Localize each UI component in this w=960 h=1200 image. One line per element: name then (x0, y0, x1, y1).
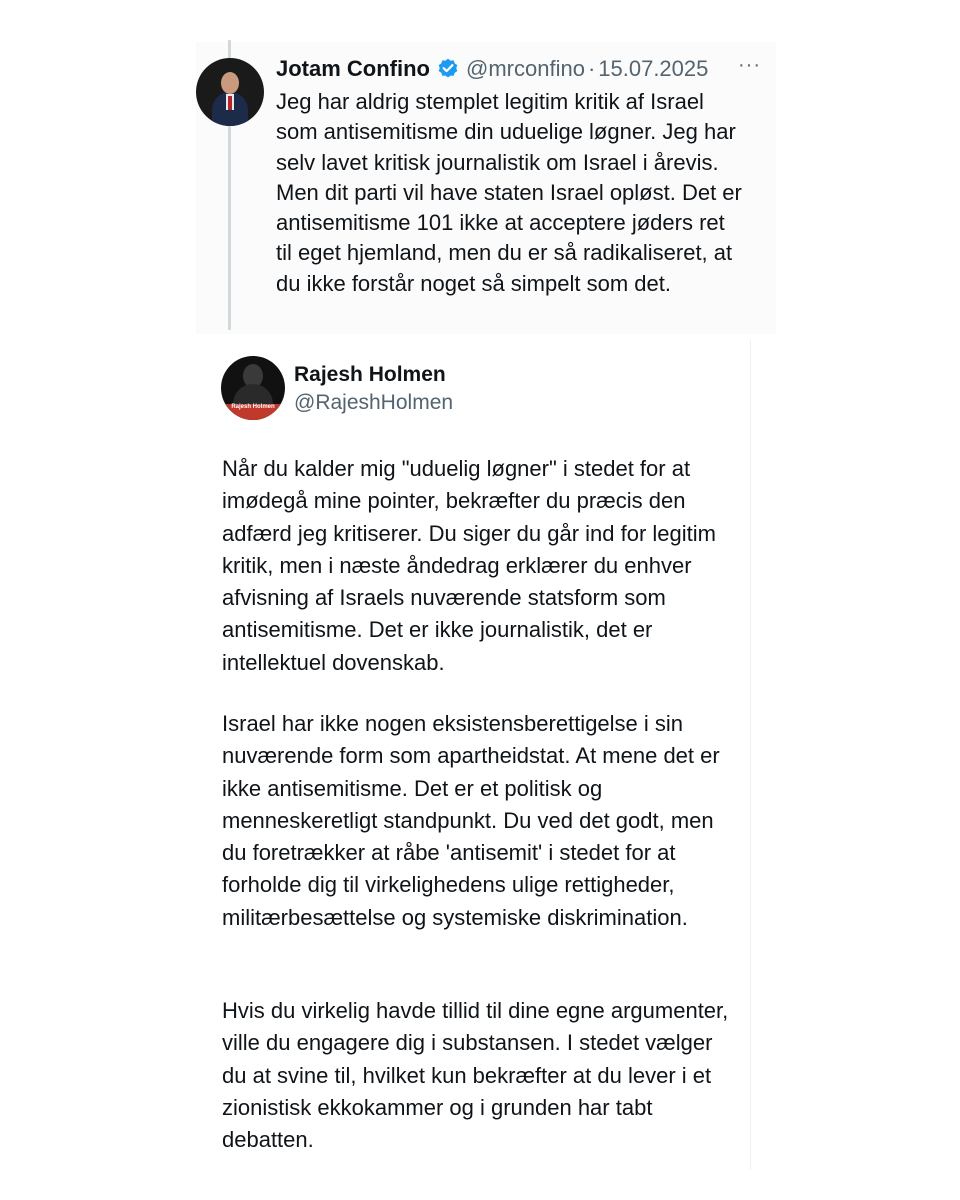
quoted-tweet-header (276, 55, 708, 83)
header-separator: · (587, 56, 596, 81)
avatar-figure-face (221, 72, 239, 94)
tweet-date[interactable]: 15.07.2025 (598, 56, 709, 81)
verified-badge-icon (437, 58, 459, 80)
reply-paragraph: Hvis du virkelig havde tillid til dine egne argumenter, ville du engagere dig i substansen. I stedet vælger du at svine til, hvilket kun bekræfter at du lever i et zionistisk ekkokammer og i grunden har tabt debatten. (222, 998, 729, 1153)
reply-paragraph: Israel har ikke nogen eksistensberettigelse i sin nuværende form som apartheidstat. At mene det er ikke antisemitisme. Det er et politisk og menneskeretligt standpunkt. Du ved det godt, men du foretrækker at råbe 'antisemit' i stedet for at forholde dig til virkelighedens ulige rettigheder, militærbesættelse og systemiske diskrimination. (222, 711, 720, 930)
quoted-tweet-text: Jeg har aldrig stemplet legitim kritik af Israel som antisemitisme din uduelige løgner. Jeg har selv lavet kritisk journalistik om Israel i årevis. Men dit parti vil have staten Israel opløst. Det er antisemitisme 101 ikke at acceptere jøders ret til eget hjemland, men du er så radikaliseret, at du ikke forstår noget så simpelt som det. (276, 89, 742, 296)
reply-author-handle[interactable]: @RajeshHolmen (294, 391, 454, 414)
reply-author-name[interactable]: Rajesh Holmen (294, 363, 446, 386)
avatar-figure-tie (228, 96, 232, 110)
avatar-jotam-confino[interactable] (196, 58, 264, 126)
avatar-rajesh-holmen[interactable] (221, 356, 285, 420)
more-options-icon[interactable]: ··· (738, 54, 761, 76)
avatar-caption: Rajesh Holmen (231, 404, 275, 410)
author-name[interactable]: Jotam Confino (276, 56, 430, 81)
author-handle[interactable]: @mrconfino (466, 56, 585, 81)
reply-paragraph: Når du kalder mig "uduelig løgner" i stedet for at imødegå mine pointer, bekræfter du præcis den adfærd jeg kritiserer. Du siger du går ind for legitim kritik, men i næste åndedrag erklærer du enhver afvisning af Israels nuværende statsform som antisemitisme. Det er ikke journalistik, det er intellektuel dovenskab. (222, 456, 716, 675)
